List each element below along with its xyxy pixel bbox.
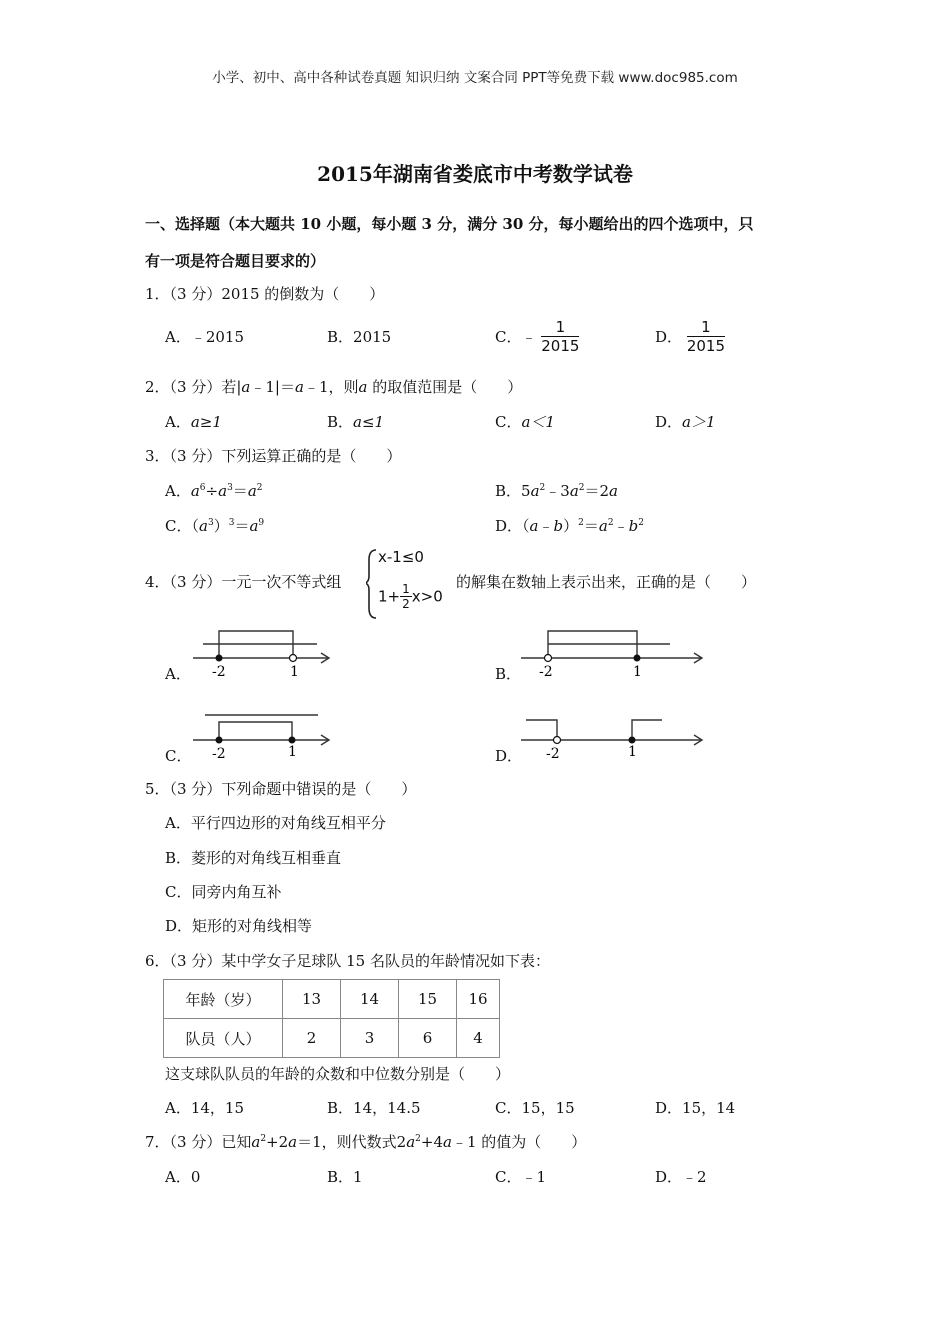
table-cell: 15 <box>399 980 457 1019</box>
q4-option-b-label[interactable]: B． <box>495 665 522 683</box>
q7-text-2: ＝1，则代数式 <box>297 1133 397 1151</box>
q3-option-a[interactable]: A．$a^6\div a^3=a^2$ <box>165 482 263 500</box>
q1-option-a[interactable]: A．﹣2015 <box>165 328 245 346</box>
q2-var-a2: a <box>294 378 304 396</box>
q1-option-d-fraction <box>687 318 725 355</box>
q4-option-c-label[interactable]: C． <box>165 747 192 765</box>
question-7-stem: 7．（3 分）已知$a^2+2a=1$，则代数式$2a^2+4a﹣1$ 的值为（ ） <box>145 1133 587 1151</box>
table-cell: 16 <box>457 980 500 1019</box>
table-cell: 2 <box>283 1019 341 1058</box>
q4-c-tick-1: 1 <box>288 744 297 760</box>
q3-option-d[interactable]: D．$(a﹣b)^2=a^2﹣b^2$ <box>495 517 644 535</box>
q3-option-b[interactable]: B．$5a^2﹣3a^2=2a$ <box>495 482 618 500</box>
q4-ineq-2-b: x>0 <box>411 587 443 606</box>
q1-option-c-fraction <box>541 318 579 355</box>
q4-ineq-2-a: 1+ <box>378 587 401 606</box>
q4-d-tick-1: 1 <box>628 744 637 760</box>
table-header-age: 年龄（岁） <box>164 980 283 1019</box>
question-5-stem: 5．（3 分）下列命题中错误的是（ ） <box>145 780 417 798</box>
q4-ineq-2 <box>378 582 443 611</box>
q4-b-tick-1: 1 <box>633 664 642 680</box>
q6-option-b[interactable]: B．14，14.5 <box>327 1099 421 1117</box>
table-cell: 3 <box>341 1019 399 1058</box>
q1-c-denominator: 2015 <box>541 337 580 355</box>
q5-option-d[interactable]: D．矩形的对角线相等 <box>165 917 313 935</box>
q2-text-1: 2．（3 分）若| <box>145 378 242 396</box>
q4-option-a-label[interactable]: A． <box>165 665 191 683</box>
q3-option-c[interactable]: C．$(a^3)^3=a^9$ <box>165 517 265 535</box>
q2-a-value: a≥1 <box>190 413 222 431</box>
q1-option-d-label: D． <box>655 328 683 346</box>
q4-c-tick-neg2: -2 <box>212 746 226 762</box>
q4-option-d-label[interactable]: D． <box>495 747 523 765</box>
age-table <box>163 979 500 1058</box>
section-heading-line1: 一、选择题（本大题共 10 小题，每小题 3 分，满分 30 分，每小题给出的四个选项中，只 <box>145 215 754 233</box>
question-6-question: 这支球队队员的年龄的众数和中位数分别是（ ） <box>165 1065 511 1083</box>
q2-c-label: C． <box>495 413 522 431</box>
section-heading-line2: 有一项是符合题目要求的） <box>145 252 326 270</box>
q7-option-d[interactable]: D．﹣2 <box>655 1168 707 1186</box>
q4-ineq-2-fraction <box>400 582 412 611</box>
table-cell: 4 <box>457 1019 500 1058</box>
q7-text-3: ﹣1 的值为（ ） <box>451 1133 587 1151</box>
q4-option-d-numberline[interactable] <box>518 706 708 762</box>
q2-text-3: ﹣1，则 <box>303 378 359 396</box>
page-header: 小学、初中、高中各种试卷真题 知识归纳 文案合同 PPT等免费下载 www.doc985.com <box>212 70 738 86</box>
question-6-stem: 6．（3 分）某中学女子足球队 15 名队员的年龄情况如下表： <box>145 952 550 970</box>
q2-text-2: ﹣1|＝ <box>250 378 295 396</box>
q2-option-c[interactable] <box>495 411 555 432</box>
q1-option-c-label: C．﹣ <box>495 328 537 346</box>
table-row <box>164 980 500 1019</box>
q2-b-label: B． <box>327 413 354 431</box>
q4-b-tick-neg2: -2 <box>539 664 553 680</box>
q5-option-a[interactable]: A．平行四边形的对角线互相平分 <box>165 814 386 832</box>
q4-option-c-numberline[interactable] <box>190 706 335 762</box>
question-2-stem <box>145 376 522 397</box>
q2-option-a[interactable] <box>165 411 222 432</box>
q7-text-1: 7．（3 分）已知 <box>145 1133 252 1151</box>
q2-c-value: a＜1 <box>521 413 555 431</box>
q2-option-d[interactable] <box>655 411 716 432</box>
q2-a-label: A． <box>165 413 191 431</box>
table-cell: 14 <box>341 980 399 1019</box>
q2-d-label: D． <box>655 413 683 431</box>
q4-frac-num: 1 <box>402 582 410 596</box>
q2-d-value: a＞1 <box>682 413 716 431</box>
q2-var-a: a <box>241 378 251 396</box>
table-cell: 6 <box>399 1019 457 1058</box>
q1-option-d[interactable] <box>655 318 725 355</box>
q3-b-label: B． <box>495 482 522 500</box>
q1-option-b[interactable]: B．2015 <box>327 328 392 346</box>
q4-d-tick-neg2: -2 <box>546 746 560 762</box>
question-4-stem-post: 的解集在数轴上表示出来，正确的是（ ） <box>456 573 757 591</box>
q7-option-a[interactable]: A．0 <box>165 1168 201 1186</box>
table-header-count: 队员（人） <box>164 1019 283 1058</box>
q3-c-label: C． <box>165 517 192 535</box>
q6-option-c[interactable]: C．15，15 <box>495 1099 575 1117</box>
table-row <box>164 1019 500 1058</box>
q5-option-b[interactable]: B．菱形的对角线互相垂直 <box>165 849 342 867</box>
q2-var-a3: a <box>358 378 368 396</box>
question-3-stem: 3．（3 分）下列运算正确的是（ ） <box>145 447 402 465</box>
q7-option-b[interactable]: B．1 <box>327 1168 363 1186</box>
q4-option-a-numberline[interactable] <box>190 624 335 680</box>
table-cell: 13 <box>283 980 341 1019</box>
q1-c-numerator: 1 <box>541 318 579 337</box>
q4-ineq-1: x-1≤0 <box>378 548 424 566</box>
q5-option-c[interactable]: C．同旁内角互补 <box>165 883 282 901</box>
q3-d-label: D． <box>495 517 523 535</box>
q2-text-4: 的取值范围是（ ） <box>367 378 523 396</box>
q1-option-c[interactable] <box>495 318 579 355</box>
q4-frac-den: 2 <box>402 597 410 611</box>
q4-inequality-system <box>366 546 458 620</box>
q2-b-value: a≤1 <box>353 413 385 431</box>
q2-option-b[interactable] <box>327 411 384 432</box>
page-title: 2015年湖南省娄底市中考数学试卷 <box>317 162 633 186</box>
q3-a-label: A． <box>165 482 191 500</box>
question-4-stem-pre: 4．（3 分）一元一次不等式组 <box>145 573 342 591</box>
q6-option-a[interactable]: A．14，15 <box>165 1099 245 1117</box>
q4-a-tick-neg2: -2 <box>212 664 226 680</box>
q1-d-numerator: 1 <box>687 318 725 337</box>
q4-option-b-numberline[interactable] <box>518 624 708 680</box>
q4-a-tick-1: 1 <box>290 664 299 680</box>
q1-d-denominator: 2015 <box>686 337 725 355</box>
question-1-stem: 1．（3 分）2015 的倒数为（ ） <box>145 285 385 303</box>
q7-option-c[interactable]: C．﹣1 <box>495 1168 547 1186</box>
q6-option-d[interactable]: D．15，14 <box>655 1099 736 1117</box>
